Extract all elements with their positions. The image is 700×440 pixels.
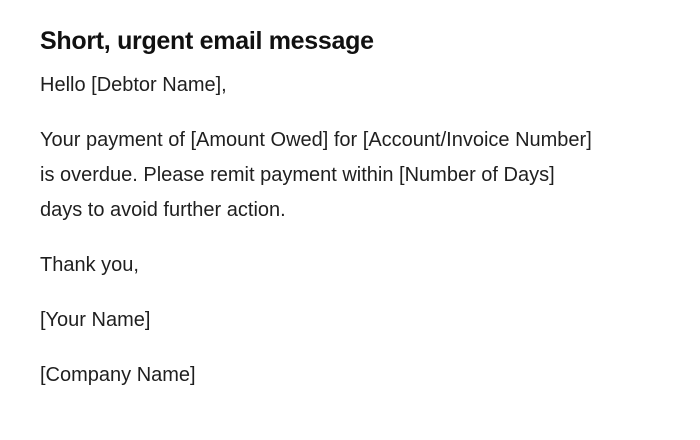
paragraph-gap xyxy=(40,228,660,248)
paragraph-gap xyxy=(40,338,660,358)
body-line-2: is overdue. Please remit payment within [Number of Days] xyxy=(40,164,555,186)
paragraph-gap xyxy=(40,283,660,303)
greeting-line: Hello [Debtor Name], xyxy=(40,74,227,96)
body-line-1: Your payment of [Amount Owed] for [Account/Invoice Number] xyxy=(40,129,592,151)
body-paragraph xyxy=(40,123,660,228)
closing-line: Thank you, xyxy=(40,254,139,276)
signature-name: [Your Name] xyxy=(40,309,151,331)
signature-company: [Company Name] xyxy=(40,364,196,386)
document-title: Short, urgent email message xyxy=(40,27,374,55)
paragraph-gap xyxy=(40,103,660,123)
body-line-3: days to avoid further action. xyxy=(40,199,286,221)
